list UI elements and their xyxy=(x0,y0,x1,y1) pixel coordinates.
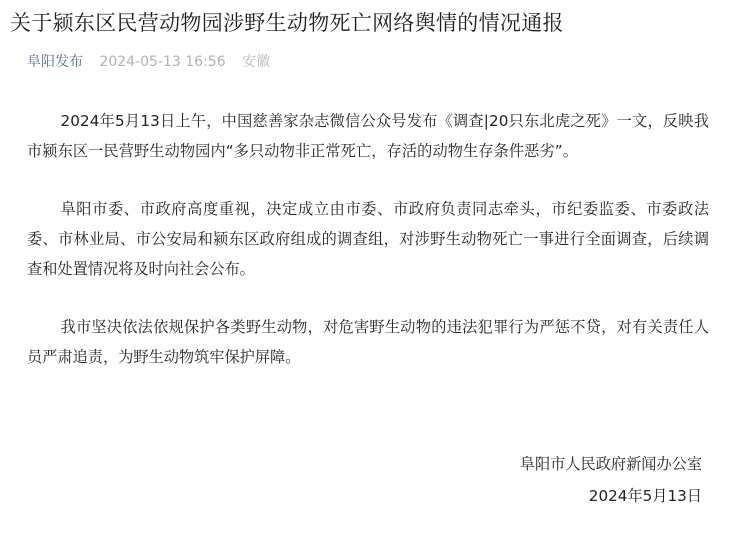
paragraph: 2024年5月13日上午，中国慈善家杂志微信公众号发布《调查|20只东北虎之死》一文，反映我市颍东区一民营野生动物园内“多只动物非正常死亡，存活的动物生存条件恶劣”。 xyxy=(27,112,709,160)
signature-date: 2024年5月13日 xyxy=(588,487,702,505)
paragraph: 阜阳市委、市政府高度重视，决定成立由市委、市政府负责同志牵头，市纪委监委、市委政法委、市林业局、市公安局和颍东区政府组成的调查组，对涉野生动物死亡一事进行全面调查，后续调查和处置情况将及时向社会公布。 xyxy=(27,200,709,278)
article-meta xyxy=(27,52,282,72)
signature-block xyxy=(520,448,702,512)
source-link[interactable]: 阜阳发布 xyxy=(27,54,83,70)
paragraph: 我市坚决依法依规保护各类野生动物，对危害野生动物的违法犯罪行为严惩不贷，对有关责任人员严肃追责，为野生动物筑牢保护屏障。 xyxy=(27,318,709,366)
publish-time: 2024-05-13 16:56 xyxy=(99,54,226,70)
article-title: 关于颍东区民营动物园涉野生动物死亡网络舆情的情况通报 xyxy=(10,11,564,35)
publish-location: 安徽 xyxy=(242,54,271,70)
signature-org: 阜阳市人民政府新闻办公室 xyxy=(519,455,702,473)
article-body xyxy=(27,106,709,400)
